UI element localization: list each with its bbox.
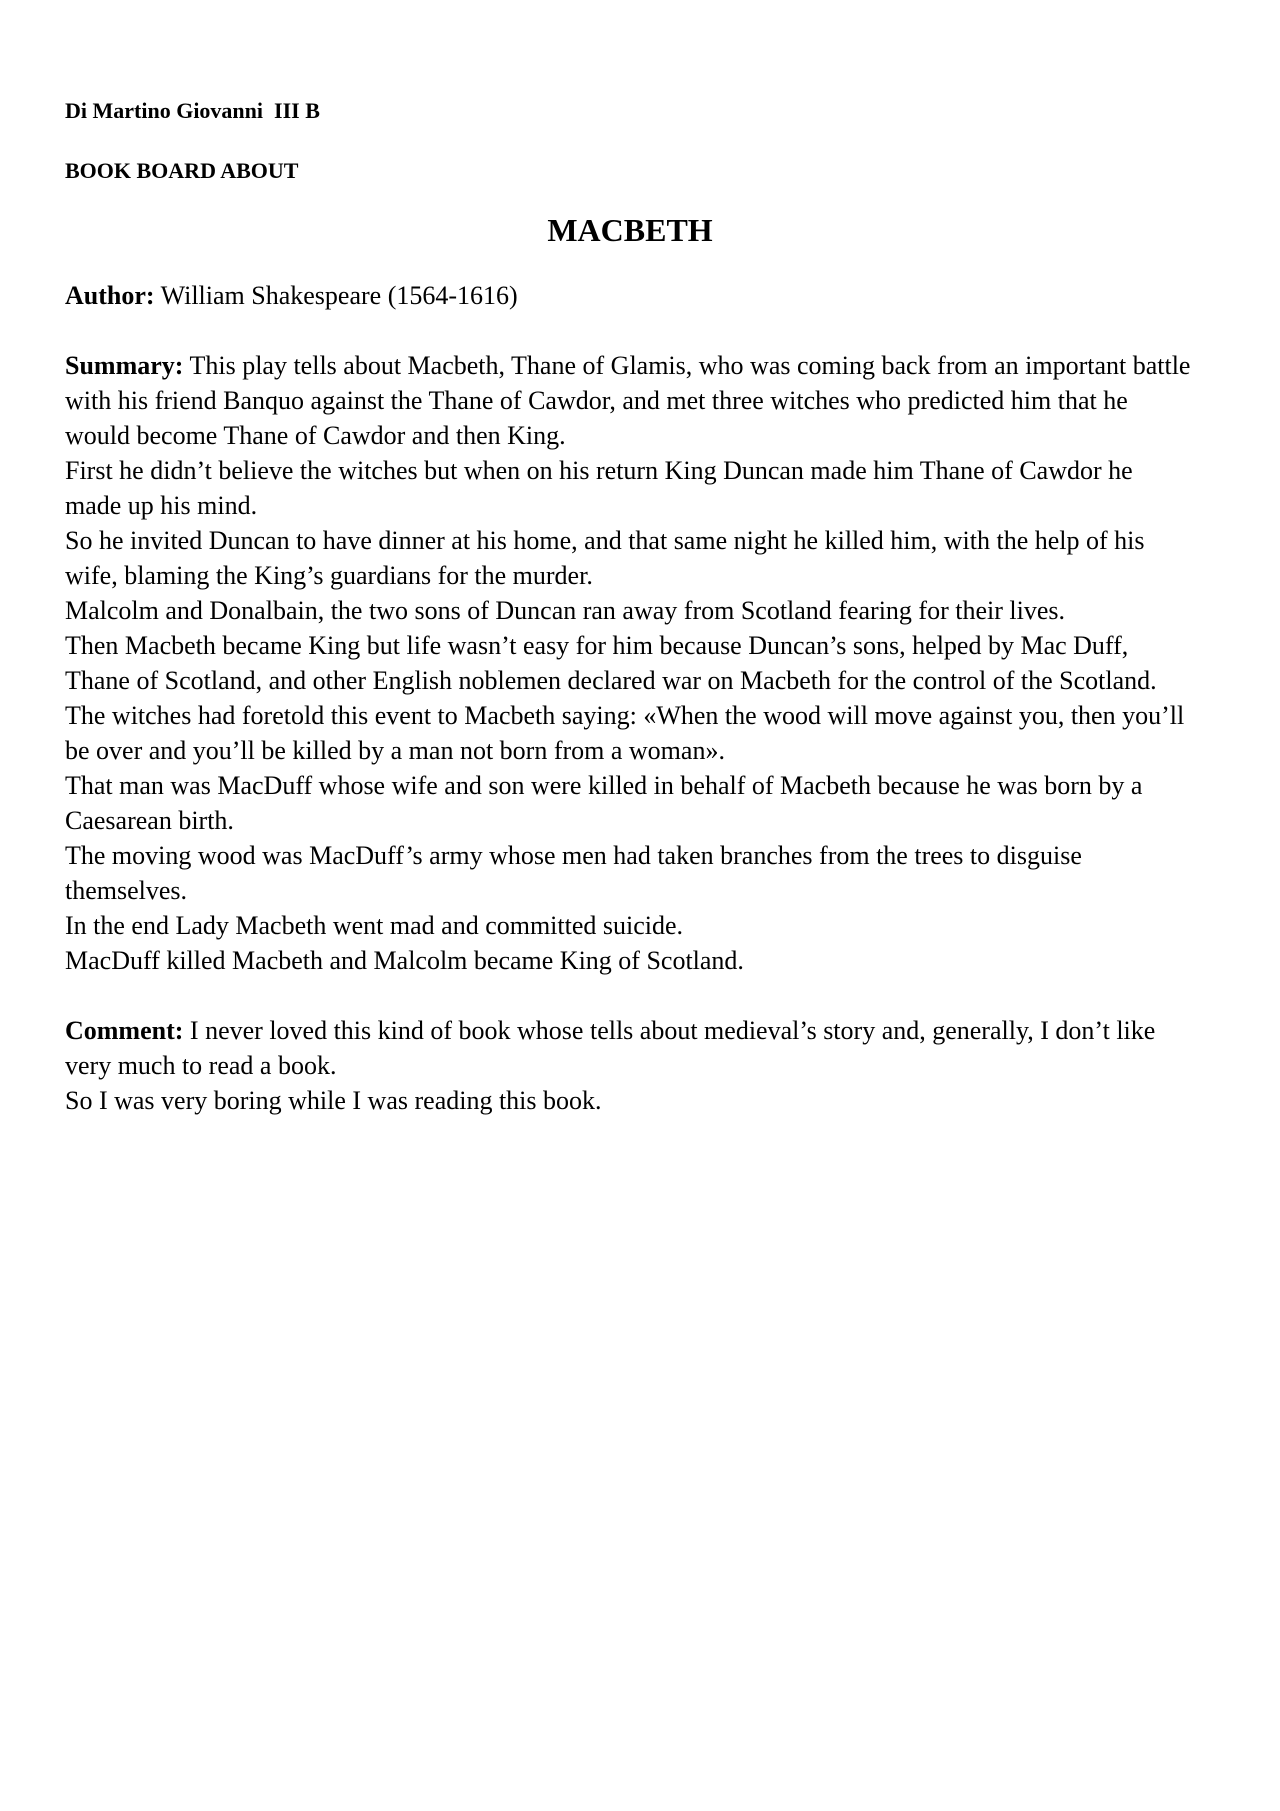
summary-paragraph: In the end Lady Macbeth went mad and committed suicide. [65, 911, 684, 940]
author-value: William Shakespeare (1564-1616) [160, 281, 518, 310]
comment-first-paragraph [65, 1013, 1195, 1083]
author-label: Author: [65, 281, 155, 310]
board-heading: BOOK BOARD ABOUT [65, 158, 299, 183]
spacer [65, 313, 1195, 348]
comment-text: I never loved this kind of book whose tells about medieval’s story and, generally, I don’t like very much to read a book. [65, 1016, 1156, 1080]
summary-paragraph: The witches had foretold this event to Macbeth saying: «When the wood will move against you, then you’ll be over and you’ll be killed by a man not born from a woman». [65, 701, 1185, 765]
spacer [65, 978, 1195, 1013]
book-title: MACBETH [547, 212, 713, 248]
summary-first-paragraph [65, 348, 1195, 453]
summary-paragraph: First he didn’t believe the witches but when on his return King Duncan made him Thane of Cawdor he made up his mind. [65, 456, 1133, 520]
comment-paragraph: So I was very boring while I was reading this book. [65, 1086, 602, 1115]
summary-paragraph: Malcolm and Donalbain, the two sons of Duncan ran away from Scotland fearing for their lives. [65, 596, 1065, 625]
summary-paragraph: So he invited Duncan to have dinner at his home, and that same night he killed him, with the help of his wife, blaming the King’s guardians for the murder. [65, 526, 1145, 590]
comment-label: Comment: [65, 1016, 184, 1045]
summary-text: This play tells about Macbeth, Thane of Glamis, who was coming back from an important battle with his friend Banquo against the Thane of Cawdor, and met three witches who predicted him that he would become Thane of Cawdor and then King. [65, 351, 1191, 450]
author-line [65, 278, 1195, 313]
summary-paragraph: The moving wood was MacDuff’s army whose men had taken branches from the trees to disguise themselves. [65, 841, 1082, 905]
summary-paragraph: Then Macbeth became King but life wasn’t easy for him because Duncan’s sons, helped by Mac Duff, Thane of Scotland, and other English noblemen declared war on Macbeth for the control of the Scotland. [65, 631, 1157, 695]
summary-paragraph: MacDuff killed Macbeth and Malcolm became King of Scotland. [65, 946, 744, 975]
summary-paragraph: That man was MacDuff whose wife and son were killed in behalf of Macbeth because he was born by a Caesarean birth. [65, 771, 1143, 835]
student-name: Di Martino Giovanni III B [65, 98, 320, 123]
document-content [65, 96, 1195, 1118]
summary-label: Summary: [65, 351, 184, 380]
